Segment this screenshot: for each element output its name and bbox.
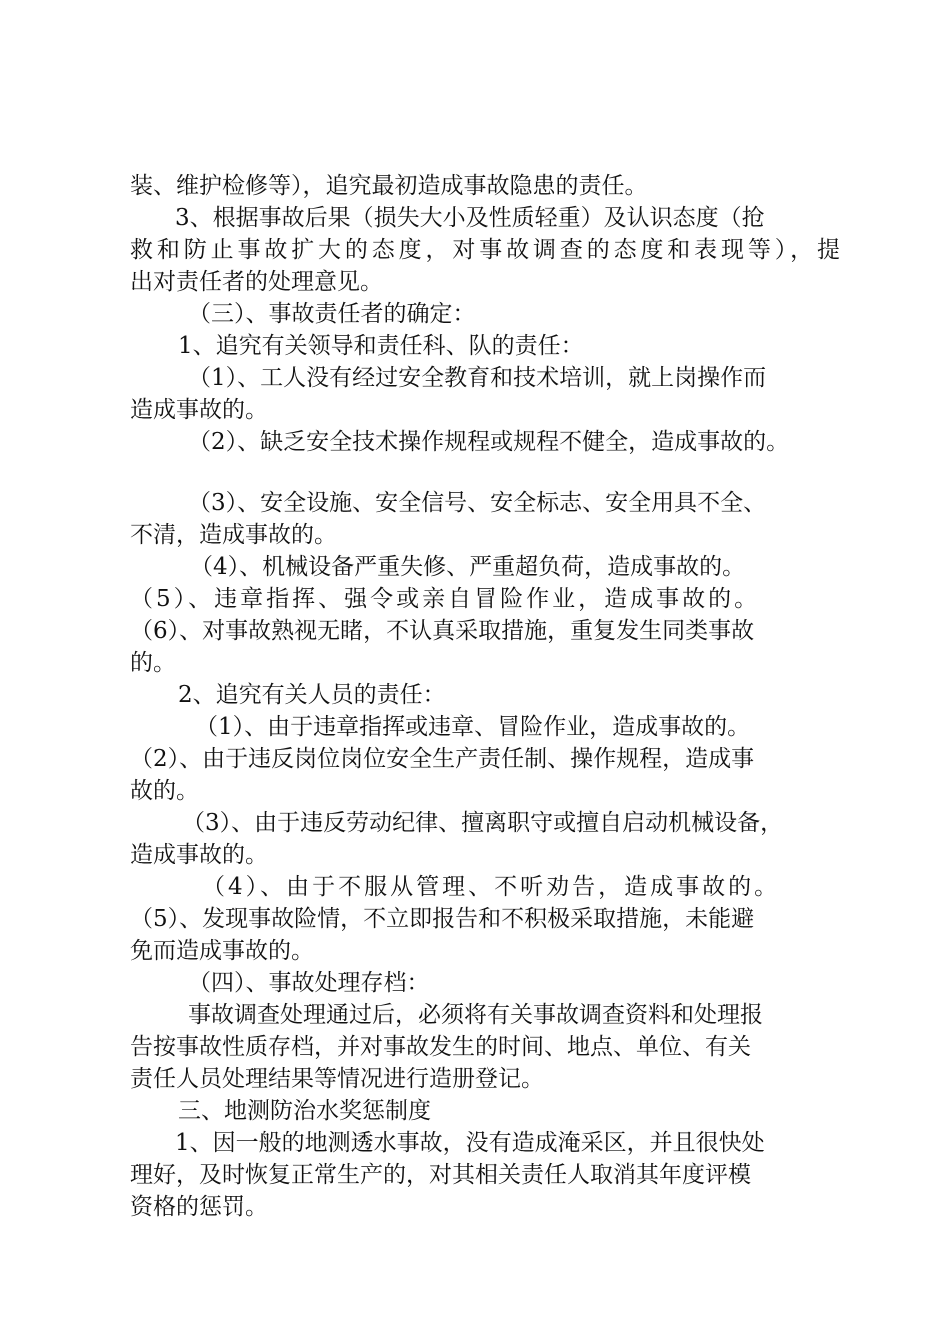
text-line: （1）、由于违章指挥或违章、冒险作业，造成事故的。	[195, 714, 751, 740]
text-line: （4）、机械设备严重失修、严重超负荷，造成事故的。	[190, 554, 746, 580]
section-heading: 三、地测防治水奖惩制度	[178, 1098, 431, 1124]
section-heading: （四）、事故处理存档：	[188, 970, 430, 996]
text-line: 出对责任者的处理意见。	[130, 269, 383, 295]
text-line: 不清，造成事故的。	[130, 522, 337, 548]
text-line: （5）、发现事故险情，不立即报告和不积极采取措施，未能避	[130, 906, 755, 932]
text-line: 免而造成事故的。	[130, 938, 314, 964]
text-line: 1、因一般的地测透水事故，没有造成淹采区，并且很快处	[175, 1130, 765, 1156]
section-heading: （三）、事故责任者的确定：	[188, 301, 476, 327]
text-line: （2）、缺乏安全技术操作规程或规程不健全，造成事故的。	[188, 429, 790, 455]
text-line: 1、追究有关领导和责任科、队的责任：	[178, 333, 584, 359]
text-line: 造成事故的。	[130, 842, 268, 868]
blank-line	[130, 458, 840, 487]
text-line: （1）、工人没有经过安全教育和技术培训，就上岗操作而	[188, 365, 767, 391]
document-body	[130, 170, 840, 1223]
text-line: 事故调查处理通过后，必须将有关事故调查资料和处理报	[188, 1002, 763, 1028]
text-line: （5）、违章指挥、强令或亲自冒险作业，造成事故的。	[130, 586, 761, 612]
text-line: （3）、安全设施、安全信号、安全标志、安全用具不全、	[188, 490, 767, 516]
text-line: （4）、由于不服从管理、不听劝告，造成事故的。	[202, 874, 781, 900]
text-line: 造成事故的。	[130, 397, 268, 423]
text-line: 资格的惩罚。	[130, 1194, 268, 1220]
text-line: 2、追究有关人员的责任：	[178, 682, 446, 708]
text-line: 告按事故性质存档，并对事故发生的时间、地点、单位、有关	[130, 1034, 751, 1060]
text-line: 理好，及时恢复正常生产的，对其相关责任人取消其年度评模	[130, 1162, 751, 1188]
text-line: 的。	[130, 650, 176, 676]
text-line: 装、维护检修等），追究最初造成事故隐患的责任。	[130, 173, 648, 199]
text-line: 责任人员处理结果等情况进行造册登记。	[130, 1066, 544, 1092]
text-line: 救和防止事故扩大的态度，对事故调查的态度和表现等），提	[130, 237, 840, 263]
text-line: （6）、对事故熟视无睹，不认真采取措施，重复发生同类事故	[130, 618, 755, 644]
text-line: 故的。	[130, 778, 199, 804]
text-line: （3）、由于违反劳动纪律、擅离职守或擅自启动机械设备，	[182, 810, 784, 836]
text-line: 3、根据事故后果（损失大小及性质轻重）及认识态度（抢	[175, 205, 765, 231]
text-line: （2）、由于违反岗位岗位安全生产责任制、操作规程，造成事	[130, 746, 755, 772]
